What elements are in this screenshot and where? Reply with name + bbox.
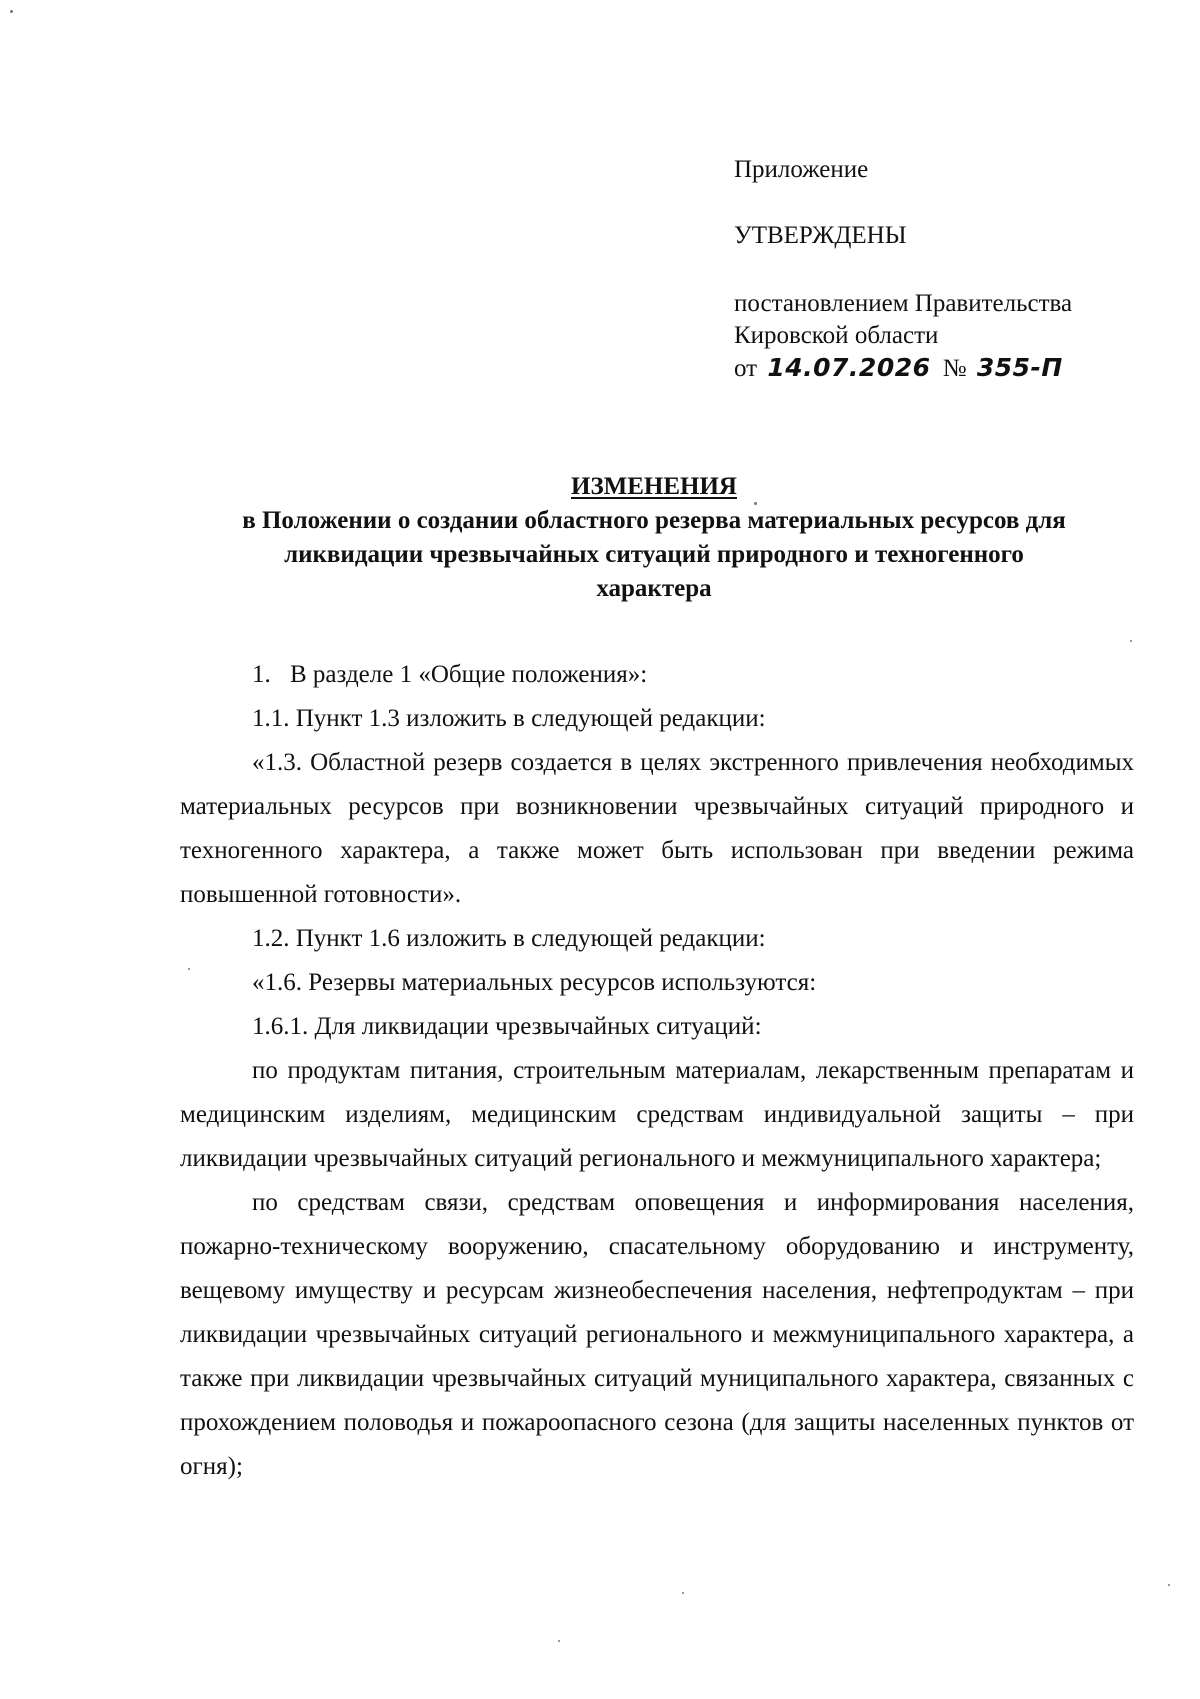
paragraph-quote-1-3: «1.3. Областной резерв создается в целях экстренного привлечения необходимых материальных ресурсов при возникновении чрезвычайных ситуаций природного и техногенного характера, а также может быть использован при введении режима повышенной готовности».: [180, 749, 1134, 908]
title-subtitle-line-2: ликвидации чрезвычайных ситуаций природного и техногенного: [284, 541, 1024, 568]
paragraph-food-supplies: по продуктам питания, строительным материалам, лекарственным препаратам и медицинским изделиям, медицинским средствам индивидуальной защиты – при ликвидации чрезвычайных ситуаций регионального и межмуниципального характера;: [180, 1057, 1134, 1172]
number-prefix: №: [942, 355, 967, 382]
scan-speck: [10, 10, 13, 13]
paragraph-1-2: 1.2. Пункт 1.6 изложить в следующей редакции:: [252, 925, 766, 952]
paragraph-1-1: 1.1. Пункт 1.3 изложить в следующей редакции:: [252, 705, 766, 732]
list-number: 1.: [252, 661, 271, 688]
title-subtitle-line-3: характера: [596, 575, 712, 602]
paragraph-communications: по средствам связи, средствам оповещения и информирования населения, пожарно-техническому вооружению, спасательному оборудованию и инструменту, вещевому имуществу и ресурсам жизнеобеспечения населения, нефтепродуктам – при ликвидации чрезвычайных ситуаций регионального и межмуниципального характера, а также при ликвидации чрезвычайных ситуаций муниципального характера, связанных с прохождением половодья и пожароопасного сезона (для защиты населенных пунктов от огня);: [180, 1189, 1134, 1480]
paragraph-text: В разделе 1 «Общие положения»:: [290, 661, 648, 688]
decree-reference: [734, 288, 1154, 385]
scan-speck: [558, 1640, 560, 1642]
title-subtitle-line-1: в Положении о создании областного резерва материальных ресурсов для: [242, 507, 1066, 534]
paragraph-1-6-1: 1.6.1. Для ликвидации чрезвычайных ситуаций:: [252, 1013, 762, 1040]
date-prefix: от: [734, 355, 758, 382]
document-body: [180, 653, 1134, 1489]
decree-line-2: Кировской области: [734, 322, 939, 349]
paragraph-quote-1-6: «1.6. Резервы материальных ресурсов используются:: [252, 969, 817, 996]
title-main: ИЗМЕНЕНИЯ: [571, 473, 737, 500]
scan-speck: [1168, 1584, 1170, 1586]
handwritten-date: 14.07.2026: [767, 353, 931, 382]
approved-label: УТВЕРЖДЕНЫ: [734, 222, 907, 249]
scan-speck: [188, 968, 190, 970]
decree-date-line: [734, 352, 1154, 385]
scan-speck: [754, 502, 757, 505]
decree-line-1: постановлением Правительства: [734, 290, 1073, 317]
scan-speck: [1130, 640, 1132, 642]
appendix-label: Приложение: [734, 156, 869, 183]
document-title: [170, 470, 1138, 606]
scan-speck: [682, 1592, 684, 1594]
paragraph-section-1: [180, 653, 1134, 697]
handwritten-number: 355-П: [976, 353, 1063, 382]
